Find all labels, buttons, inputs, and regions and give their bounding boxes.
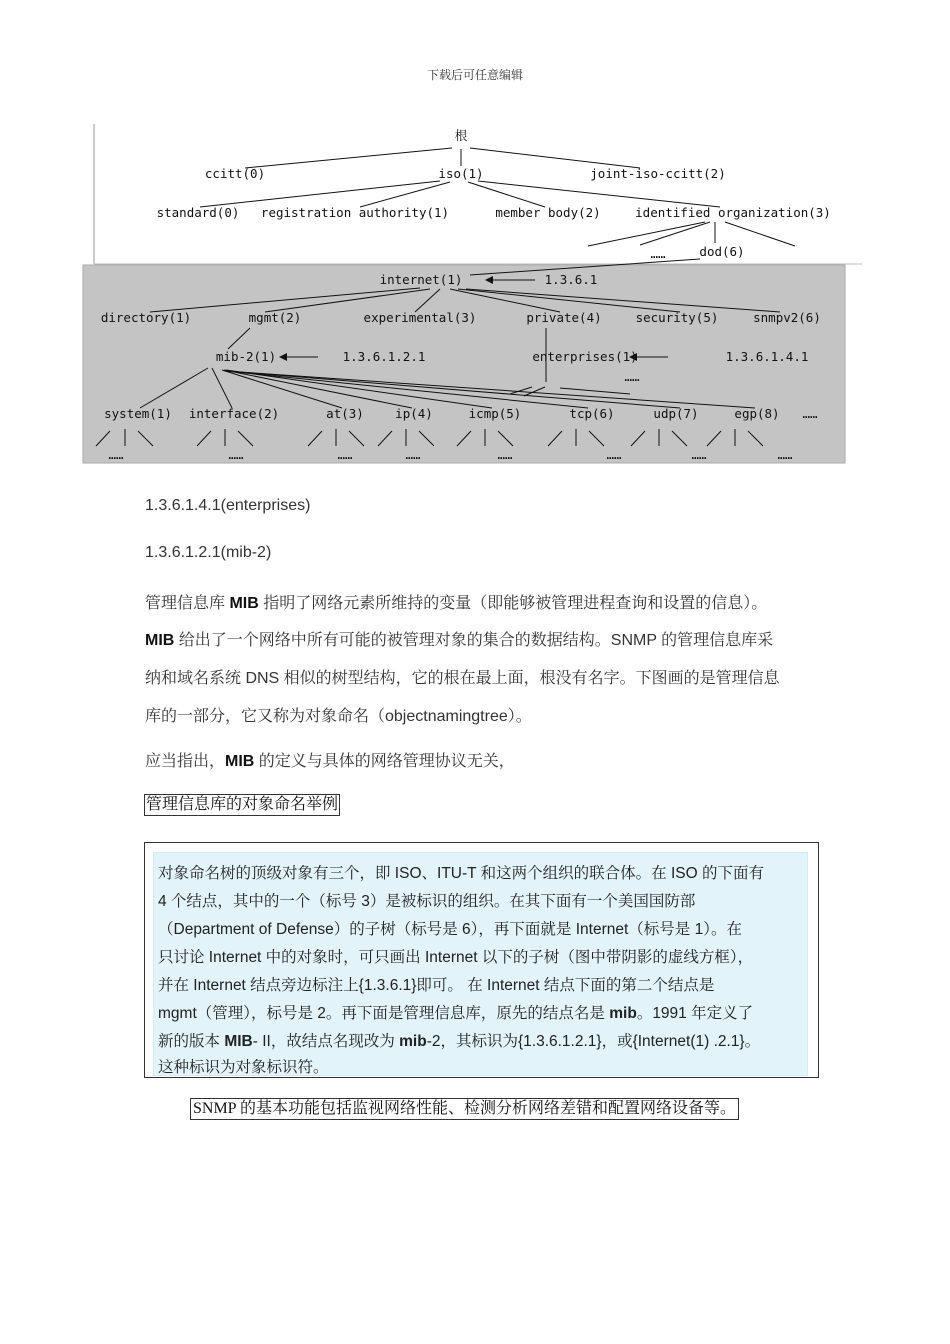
- leaf-dots: ……: [337, 447, 353, 462]
- paragraph-line: 库的一部分，它又称为对象命名（objectnamingtree）。: [145, 708, 532, 725]
- term-mib: MIB: [224, 1033, 253, 1050]
- node-registration-authority: registration authority(1): [260, 205, 450, 220]
- enterprises-oid-label: 1.3.6.1.4.1: [725, 349, 809, 364]
- node-interface: interface(2): [188, 406, 280, 421]
- node-member-body: member body(2): [495, 205, 601, 220]
- oid-enterprises-line: 1.3.6.1.4.1(enterprises): [145, 497, 311, 514]
- note-line: （Department of Defense）的子树（标号是 6），再下面就是 Internet（标号是 1）。在: [158, 921, 742, 938]
- node-iso: iso(1): [438, 166, 484, 181]
- note-line: 4 个结点，其中的一个（标号 3）是被标识的组织。在其下面有一个美国国防部: [158, 893, 696, 910]
- note-line: 对象命名树的顶级对象有三个，即 ISO、ITU-T 和这两个组织的联合体。在 ISO 的下面有: [158, 865, 764, 882]
- explanation-box-shaded: [153, 852, 808, 1076]
- paragraph-mib-independence: [145, 748, 515, 771]
- node-system: system(1): [104, 406, 172, 421]
- note-line: [158, 1029, 760, 1051]
- text-run: 应当指出，: [145, 753, 226, 770]
- node-private: private(4): [526, 310, 602, 325]
- text-run: - II，故结点名现改为: [252, 1033, 400, 1050]
- node-internet: internet(1): [379, 272, 463, 287]
- leaf-dots: ……: [777, 447, 793, 462]
- text-run: mgmt（管理），标号是 2。再下面是管理信息库，原先的结点名是: [158, 1005, 610, 1022]
- note-line: [158, 1001, 753, 1023]
- term-mib: MIB: [225, 753, 255, 770]
- node-ip: ip(4): [395, 406, 433, 421]
- paragraph-line: 纳和域名系统 DNS 相似的树型结构，它的根在最上面，根没有名字。下图画的是管理信息: [145, 670, 780, 687]
- node-at: at(3): [326, 406, 364, 421]
- node-standard: standard(0): [156, 205, 240, 220]
- leaf-dots: ……: [691, 447, 707, 462]
- paragraph-line: [145, 590, 767, 613]
- node-icmp: icmp(5): [468, 406, 522, 421]
- node-directory: directory(1): [100, 310, 192, 325]
- node-egp: egp(8): [734, 406, 780, 421]
- enterprises-dots: ……: [624, 369, 640, 384]
- text-run: -2，其标识为{1.3.6.1.2.1}，或{Internet(1) .2.1}。: [426, 1033, 761, 1050]
- node-joint-iso-ccitt: joint-iso-ccitt(2): [590, 166, 726, 181]
- leaf-dots: ……: [108, 447, 124, 462]
- paragraph-line: [145, 627, 773, 650]
- text-run: 。1991 年定义了: [636, 1005, 754, 1022]
- text-run: 的定义与具体的网络管理协议无关，: [254, 753, 515, 770]
- text-run: 新的版本: [158, 1033, 225, 1050]
- node-tcp: tcp(6): [569, 406, 615, 421]
- text-run: 指明了网络元素所维持的变量（即能够被管理进程查询和设置的信息）。: [258, 595, 768, 612]
- note-line: 只讨论 Internet 中的对象时，可只画出 Internet 以下的子树（图中带阴影的虚线方框），: [158, 949, 754, 966]
- node-enterprises: enterprises(1): [532, 349, 638, 364]
- text-run: 管理信息库: [145, 595, 230, 612]
- oid-mib2-line: 1.3.6.1.2.1(mib-2): [145, 544, 272, 561]
- note-line: 这种标识为对象标识符。: [158, 1059, 329, 1076]
- node-udp: udp(7): [653, 406, 699, 421]
- leaf-dots: ……: [228, 447, 244, 462]
- term-mib: MIB: [229, 595, 259, 612]
- node-dod: dod(6): [699, 244, 745, 259]
- term-mib: mib: [609, 1005, 637, 1022]
- internet-oid-label: 1.3.6.1: [544, 272, 598, 287]
- snmp-summary-caption: SNMP 的基本功能包括监视网络性能、检测分析网络差错和配置网络设备等。: [190, 1098, 739, 1120]
- term-mib: mib: [399, 1033, 427, 1050]
- figure-caption: 管理信息库的对象命名举例: [144, 794, 340, 816]
- internet-subtree-shade: [83, 265, 845, 463]
- note-line: 并在 Internet 结点旁边标注上{1.3.6.1}即可。 在 Internet 结点下面的第二个结点是: [158, 977, 715, 994]
- node-mib-2: mib-2(1): [215, 349, 277, 364]
- node-experimental: experimental(3): [363, 310, 477, 325]
- node-mgmt: mgmt(2): [248, 310, 302, 325]
- node-security: security(5): [635, 310, 719, 325]
- node-identified-organization: identified organization(3): [635, 205, 831, 220]
- tree-root-label: 根: [454, 128, 468, 143]
- explanation-box: [144, 842, 819, 1078]
- text-run: 给出了一个网络中所有可能的被管理对象的集合的数据结构。SNMP 的管理信息库采: [174, 632, 774, 649]
- term-mib: MIB: [145, 632, 175, 649]
- mib2-oid-label: 1.3.6.1.2.1: [342, 349, 426, 364]
- leaf-dots: ……: [405, 447, 421, 462]
- leaf-dots: ……: [606, 447, 622, 462]
- mib-object-naming-tree: [0, 0, 950, 470]
- leaf-dots: ……: [497, 447, 513, 462]
- node-snmpv2: snmpv2(6): [753, 310, 821, 325]
- dod-dots: ……: [650, 246, 666, 261]
- node-ccitt: ccitt(0): [204, 166, 266, 181]
- page-header: 下载后可任意编辑: [426, 68, 523, 82]
- more-dots: ……: [802, 406, 818, 421]
